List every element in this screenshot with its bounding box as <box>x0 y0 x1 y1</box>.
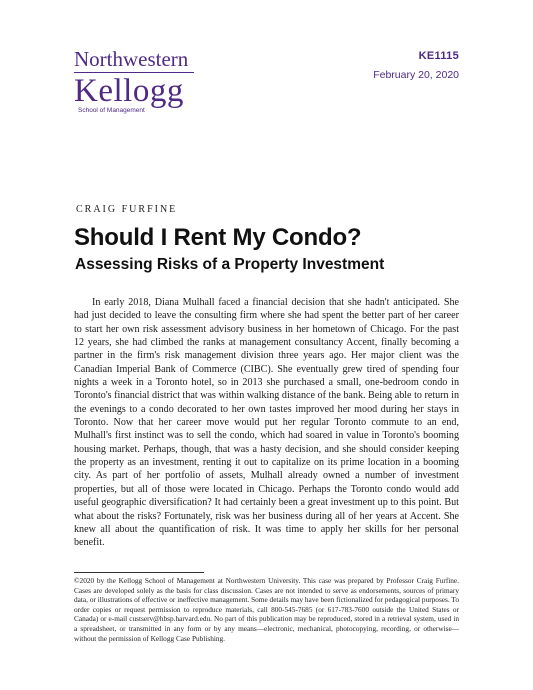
logo-kellogg-text: Kellogg <box>74 73 184 109</box>
logo-school-text: School of Management <box>78 107 145 114</box>
footer-divider <box>74 572 204 573</box>
page-subtitle: Assessing Risks of a Property Investment <box>75 256 385 273</box>
body-paragraph: In early 2018, Diana Mulhall faced a financial decision that she hadn't anticipated. She had just decided to leave the consulting firm where she had spent the better part of her career to start her own risk assessment advisory business in her hometown of Chicago. For the past 12 years, she had climbed the ranks at management consultancy Accent, finally becoming a partner in the firm's risk management division three years ago. Her major client was the Canadian Imperial Bank of Commerce (CIBC). She eventually grew tired of spending four nights a week in a Toronto hotel, so in 2013 she purchased a small, one-bedroom condo in Toronto's financial district that was within walking distance of the bank. Being able to return in the evenings to a condo decorated to her own tastes improved her mood during her stays in Toronto. Now that her career move would put her regular Toronto commute to an end, Mulhall's first instinct was to sell the condo, which had soared in value in Toronto's booming housing market. Perhaps, though, that was a hasty decision, and she should consider keeping the property as an investment, renting it out to capitalize on its prime location in a booming city. As part of her portfolio of assets, Mulhall already owned a number of investment properties, but all of those were located in Chicago. Perhaps the Toronto condo would add useful geographic diversification? It had certainly been a great investment up to this point. But what about the risks? Fortunately, risk was her business during all of her years at Accent. She knew all about the quantification of risk. It was time to apply her skills for her personal benefit. <box>74 297 459 549</box>
copyright-footer: ©2020 by the Kellogg School of Management at Northwestern University. This case was prepared by Professor Craig Furfine. Cases are developed solely as the basis for class discussion. Cases are not intended to serve as endorsements, sources of primary data, or illustrations of effective or ineffective management. Some details may have been fictionalized for pedagogical purposes. To order copies or request permission to reproduce materials, call 800-545-7685 (or 617-783-7600 outside the United States or Canada) or e-mail custserv@hbsp.harvard.edu. No part of this publication may be reproduced, stored in a retrieval system, used in a spreadsheet, or transmitted in any form or by any means—electronic, mechanical, photocopying, recording, or otherwise—without the permission of Kellogg Case Publishing. <box>74 576 459 643</box>
kellogg-logo <box>74 48 194 114</box>
logo-northwestern-text: Northwestern <box>74 47 189 71</box>
page-title: Should I Rent My Condo? <box>74 224 362 251</box>
author-name: CRAIG FURFINE <box>76 204 178 215</box>
case-number: KE1115 <box>418 50 459 62</box>
case-date: February 20, 2020 <box>373 69 459 81</box>
